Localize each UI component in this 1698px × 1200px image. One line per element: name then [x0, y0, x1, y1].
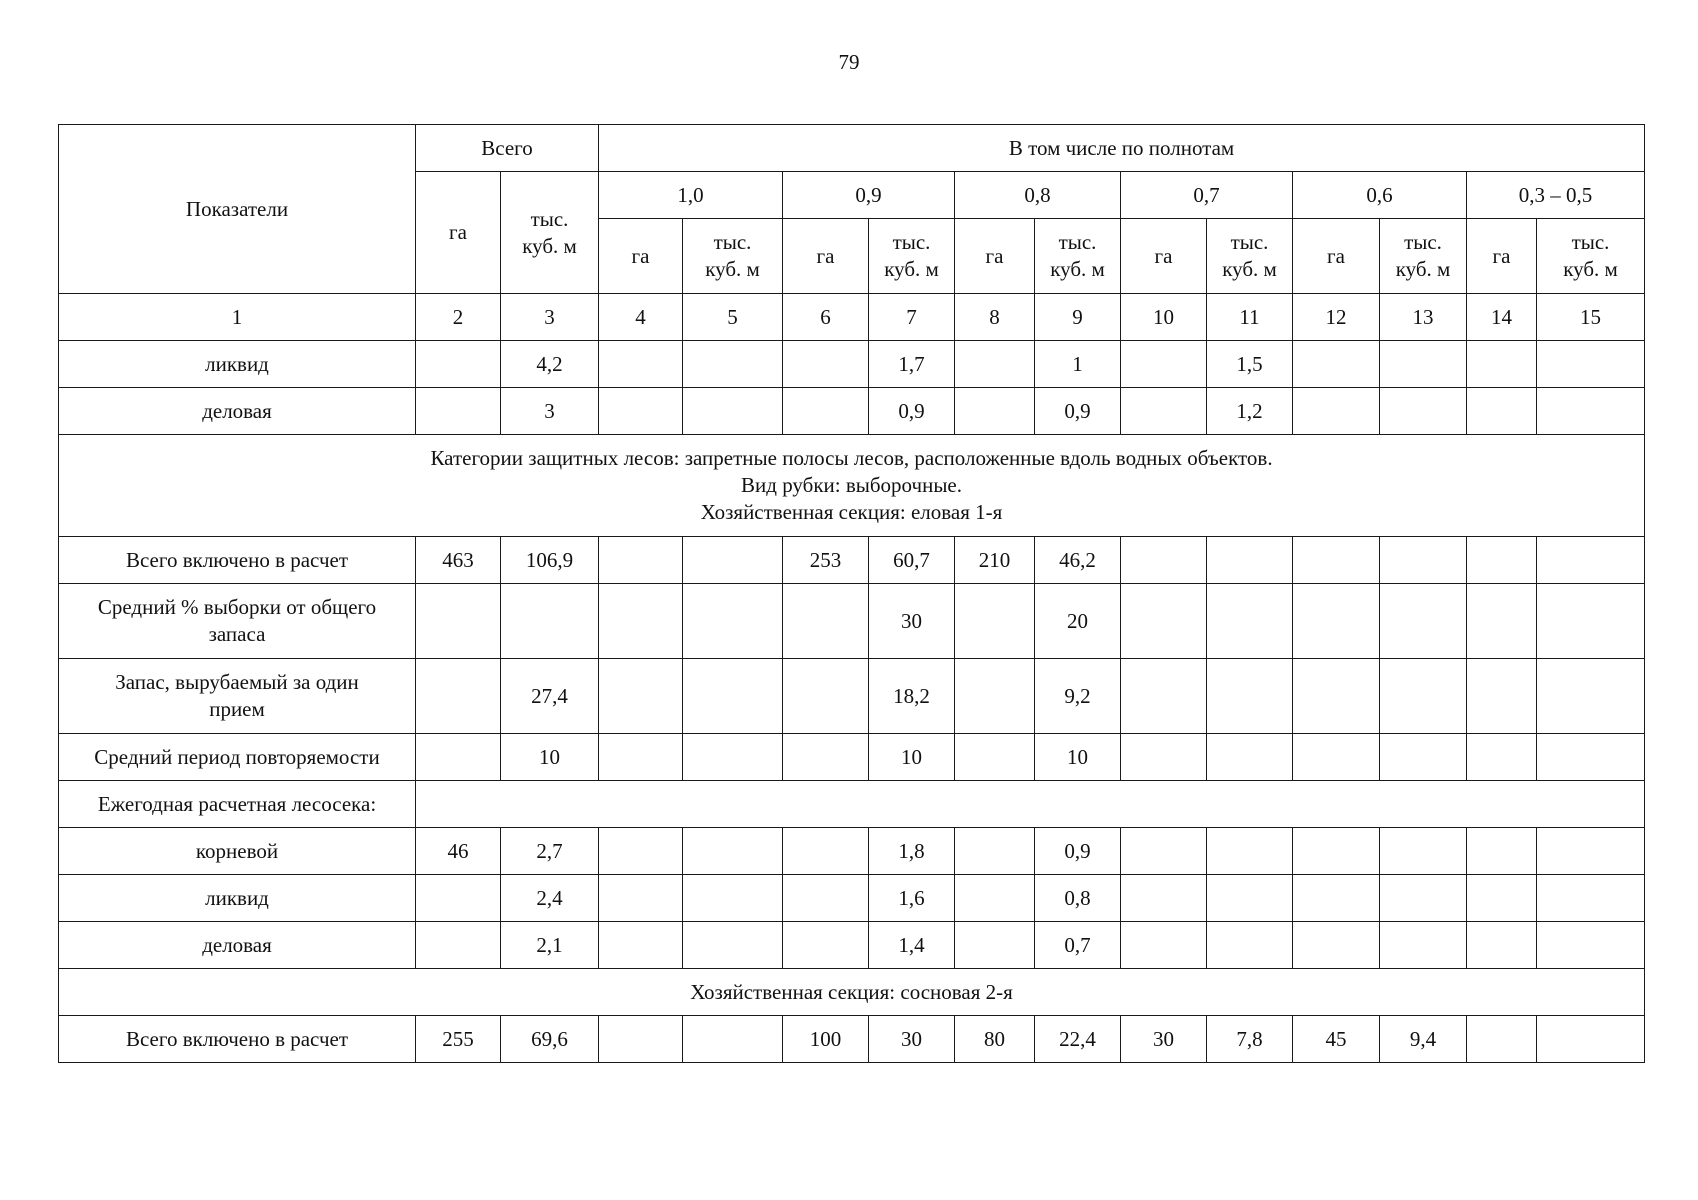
unit-ha-cell: га [1121, 219, 1207, 294]
table-row [59, 388, 1645, 435]
data-cell: 27,4 [501, 659, 599, 734]
unit-ha-cell: га [783, 219, 869, 294]
data-cell: 60,7 [869, 537, 955, 584]
data-cell [955, 341, 1035, 388]
data-cell [1207, 875, 1293, 922]
row-label: Всего включено в расчет [59, 537, 416, 584]
unit-line1: тыс. [892, 230, 931, 254]
data-cell: 7,8 [1207, 1016, 1293, 1063]
data-cell [1293, 659, 1380, 734]
data-cell: 2,7 [501, 828, 599, 875]
data-cell: 10 [501, 734, 599, 781]
table-row [59, 734, 1645, 781]
row-label: ликвид [59, 875, 416, 922]
data-cell [1121, 922, 1207, 969]
data-cell [783, 584, 869, 659]
data-cell: 0,8 [1035, 875, 1121, 922]
header-density-3: 0,8 [955, 172, 1121, 219]
data-cell [1467, 875, 1537, 922]
row-label: корневой [59, 828, 416, 875]
section-heading [59, 435, 1645, 537]
column-number-cell: 10 [1121, 294, 1207, 341]
header-density-2: 0,9 [783, 172, 955, 219]
data-cell: 210 [955, 537, 1035, 584]
data-cell [416, 341, 501, 388]
table-row [59, 659, 1645, 734]
data-cell [783, 659, 869, 734]
header-density-5: 0,6 [1293, 172, 1467, 219]
unit-ha-cell: га [1293, 219, 1380, 294]
data-cell: 9,2 [1035, 659, 1121, 734]
data-cell [1467, 537, 1537, 584]
data-cell: 69,6 [501, 1016, 599, 1063]
data-cell [783, 922, 869, 969]
data-cell: 2,1 [501, 922, 599, 969]
header-total: Всего [416, 125, 599, 172]
data-cell [1537, 537, 1645, 584]
row-label: Средний период повторяемости [59, 734, 416, 781]
data-cell: 253 [783, 537, 869, 584]
data-cell: 1,5 [1207, 341, 1293, 388]
data-cell [1121, 537, 1207, 584]
data-cell [599, 659, 683, 734]
data-cell [1207, 734, 1293, 781]
data-cell: 1,2 [1207, 388, 1293, 435]
data-cell: 106,9 [501, 537, 599, 584]
data-cell [1207, 584, 1293, 659]
unit-line1: тыс. [1571, 230, 1610, 254]
data-cell [1380, 734, 1467, 781]
forest-table-wrapper [58, 124, 1644, 1063]
data-cell: 30 [1121, 1016, 1207, 1063]
data-cell: 1 [1035, 341, 1121, 388]
data-cell [955, 828, 1035, 875]
row-label-line2: запаса [208, 622, 266, 646]
data-cell [683, 584, 783, 659]
data-cell [1293, 341, 1380, 388]
data-cell [1537, 659, 1645, 734]
section-heading-line: Хозяйственная секция: сосновая 2-я [690, 979, 1013, 1004]
data-cell: 0,9 [1035, 828, 1121, 875]
unit-line2: куб. м [1222, 257, 1277, 281]
data-cell [599, 922, 683, 969]
unit-line1: тыс. [1404, 230, 1442, 254]
data-cell: 1,6 [869, 875, 955, 922]
table-row [59, 341, 1645, 388]
data-cell [1207, 828, 1293, 875]
section-heading-line: Категории защитных лесов: запретные полосы лесов, расположенные вдоль водных объектов. [430, 446, 1273, 470]
unit-volume-cell [869, 219, 955, 294]
data-cell: 100 [783, 1016, 869, 1063]
unit-line1: тыс. [713, 230, 752, 254]
data-cell: 46,2 [1035, 537, 1121, 584]
row-label-line1: Запас, вырубаемый за один [115, 670, 359, 694]
unit-line1: тыс. [1058, 230, 1097, 254]
column-number-cell: 2 [416, 294, 501, 341]
data-cell: 2,4 [501, 875, 599, 922]
data-cell: 20 [1035, 584, 1121, 659]
table-row [59, 584, 1645, 659]
table-row [59, 922, 1645, 969]
data-cell [599, 341, 683, 388]
data-cell [599, 828, 683, 875]
section-heading [59, 969, 1645, 1016]
table-body [59, 341, 1645, 1063]
data-cell [1121, 584, 1207, 659]
data-cell [955, 388, 1035, 435]
column-number-cell: 3 [501, 294, 599, 341]
header-density-6: 0,3 – 0,5 [1467, 172, 1645, 219]
data-cell [783, 341, 869, 388]
data-cell [783, 388, 869, 435]
header-row-1 [59, 125, 1645, 172]
data-cell [1467, 734, 1537, 781]
data-cell [1537, 875, 1645, 922]
data-cell [1380, 388, 1467, 435]
data-cell: 0,9 [1035, 388, 1121, 435]
header-density-4: 0,7 [1121, 172, 1293, 219]
unit-line2: куб. м [1050, 257, 1105, 281]
data-cell [683, 659, 783, 734]
data-cell [599, 875, 683, 922]
row-label-line2: прием [209, 697, 265, 721]
data-cell [1380, 584, 1467, 659]
data-cell: 30 [869, 1016, 955, 1063]
data-cell [1537, 341, 1645, 388]
data-cell [1293, 537, 1380, 584]
unit-ha-cell: га [955, 219, 1035, 294]
data-cell [1207, 537, 1293, 584]
data-cell: 0,7 [1035, 922, 1121, 969]
column-number-cell: 7 [869, 294, 955, 341]
data-cell: 0,9 [869, 388, 955, 435]
data-cell [1467, 584, 1537, 659]
data-cell: 80 [955, 1016, 1035, 1063]
data-cell [1293, 584, 1380, 659]
column-number-cell: 14 [1467, 294, 1537, 341]
header-total-volume [501, 172, 599, 294]
data-cell [1121, 828, 1207, 875]
column-number-cell: 9 [1035, 294, 1121, 341]
data-cell [683, 341, 783, 388]
unit-line2: куб. м [705, 257, 760, 281]
section-2-heading-row [59, 969, 1645, 1016]
data-cell [1380, 341, 1467, 388]
data-cell [1121, 875, 1207, 922]
data-cell [683, 1016, 783, 1063]
data-cell [1121, 341, 1207, 388]
data-cell [683, 537, 783, 584]
data-cell: 46 [416, 828, 501, 875]
data-cell [683, 828, 783, 875]
data-cell [416, 922, 501, 969]
unit-volume-cell [1035, 219, 1121, 294]
unit-volume-cell [1207, 219, 1293, 294]
column-number-cell: 11 [1207, 294, 1293, 341]
header-row-column-numbers [59, 294, 1645, 341]
row-label [59, 659, 416, 734]
data-cell [1293, 922, 1380, 969]
column-number-cell: 4 [599, 294, 683, 341]
header-indicators: Показатели [59, 125, 416, 294]
table-row [59, 537, 1645, 584]
unit-line1: тыс. [1230, 230, 1269, 254]
data-cell: 10 [1035, 734, 1121, 781]
data-cell [599, 388, 683, 435]
row-label [59, 584, 416, 659]
row-label: деловая [59, 922, 416, 969]
data-cell [1380, 875, 1467, 922]
data-cell: 1,7 [869, 341, 955, 388]
unit-volume-cell [1537, 219, 1645, 294]
data-cell [1467, 1016, 1537, 1063]
row-label-line1: Средний % выборки от общего [97, 595, 377, 619]
data-cell [1293, 875, 1380, 922]
data-cell: 255 [416, 1016, 501, 1063]
column-number-cell: 1 [59, 294, 416, 341]
data-cell [416, 584, 501, 659]
data-cell [683, 922, 783, 969]
data-cell [599, 537, 683, 584]
data-cell [1380, 922, 1467, 969]
data-cell [1293, 734, 1380, 781]
annual-label-spacer [416, 781, 1645, 828]
page-number: 79 [838, 50, 860, 74]
data-cell [1207, 659, 1293, 734]
data-cell [683, 734, 783, 781]
data-cell [783, 828, 869, 875]
data-cell [955, 734, 1035, 781]
row-label: ликвид [59, 341, 416, 388]
data-cell: 9,4 [1380, 1016, 1467, 1063]
data-cell [1380, 537, 1467, 584]
data-cell [1467, 659, 1537, 734]
forest-cutting-table [58, 124, 1645, 1063]
data-cell [683, 388, 783, 435]
data-cell [1537, 1016, 1645, 1063]
data-cell: 4,2 [501, 341, 599, 388]
section-1-heading-row [59, 435, 1645, 537]
header-total-ha: га [416, 172, 501, 294]
data-cell [599, 734, 683, 781]
unit-line2: куб. м [1395, 257, 1451, 281]
data-cell [1467, 922, 1537, 969]
unit-ha-cell: га [599, 219, 683, 294]
data-cell [501, 584, 599, 659]
data-cell: 463 [416, 537, 501, 584]
data-cell: 30 [869, 584, 955, 659]
data-cell [1380, 659, 1467, 734]
data-cell [1293, 388, 1380, 435]
unit-line1: тыс. [530, 206, 569, 231]
data-cell: 10 [869, 734, 955, 781]
data-cell [1121, 388, 1207, 435]
data-cell: 3 [501, 388, 599, 435]
data-cell [783, 734, 869, 781]
row-label: Всего включено в расчет [59, 1016, 416, 1063]
data-cell [1121, 734, 1207, 781]
data-cell [416, 388, 501, 435]
section-heading-line: Вид рубки: выборочные. [741, 473, 962, 497]
header-by-density: В том числе по полнотам [599, 125, 1645, 172]
header-density-1: 1,0 [599, 172, 783, 219]
table-row [59, 1016, 1645, 1063]
column-number-cell: 8 [955, 294, 1035, 341]
data-cell [783, 875, 869, 922]
data-cell [599, 584, 683, 659]
data-cell [1121, 659, 1207, 734]
data-cell [683, 875, 783, 922]
table-row [59, 828, 1645, 875]
column-number-cell: 6 [783, 294, 869, 341]
column-number-cell: 12 [1293, 294, 1380, 341]
data-cell: 45 [1293, 1016, 1380, 1063]
row-label: деловая [59, 388, 416, 435]
unit-line2: куб. м [884, 257, 939, 281]
data-cell [1537, 388, 1645, 435]
data-cell [955, 584, 1035, 659]
data-cell [416, 659, 501, 734]
data-cell [599, 1016, 683, 1063]
column-number-cell: 5 [683, 294, 783, 341]
data-cell [416, 734, 501, 781]
data-cell: 1,8 [869, 828, 955, 875]
annual-label-row [59, 781, 1645, 828]
data-cell [1467, 828, 1537, 875]
table-row [59, 875, 1645, 922]
annual-label: Ежегодная расчетная лесосека: [59, 781, 416, 828]
data-cell [1467, 341, 1537, 388]
data-cell [1380, 828, 1467, 875]
data-cell [955, 659, 1035, 734]
unit-line2: куб. м [522, 233, 577, 258]
data-cell: 22,4 [1035, 1016, 1121, 1063]
data-cell [1207, 922, 1293, 969]
data-cell [1467, 388, 1537, 435]
column-number-cell: 15 [1537, 294, 1645, 341]
data-cell [1537, 584, 1645, 659]
data-cell [1537, 734, 1645, 781]
unit-volume-cell [1380, 219, 1467, 294]
unit-ha-cell: га [1467, 219, 1537, 294]
column-number-cell: 13 [1380, 294, 1467, 341]
data-cell: 18,2 [869, 659, 955, 734]
data-cell [1537, 828, 1645, 875]
data-cell [955, 875, 1035, 922]
data-cell [1293, 828, 1380, 875]
data-cell: 1,4 [869, 922, 955, 969]
section-heading-line: Хозяйственная секция: еловая 1-я [700, 500, 1003, 524]
unit-line2: куб. м [1563, 257, 1618, 281]
data-cell [955, 922, 1035, 969]
data-cell [416, 875, 501, 922]
data-cell [1537, 922, 1645, 969]
unit-volume-cell [683, 219, 783, 294]
